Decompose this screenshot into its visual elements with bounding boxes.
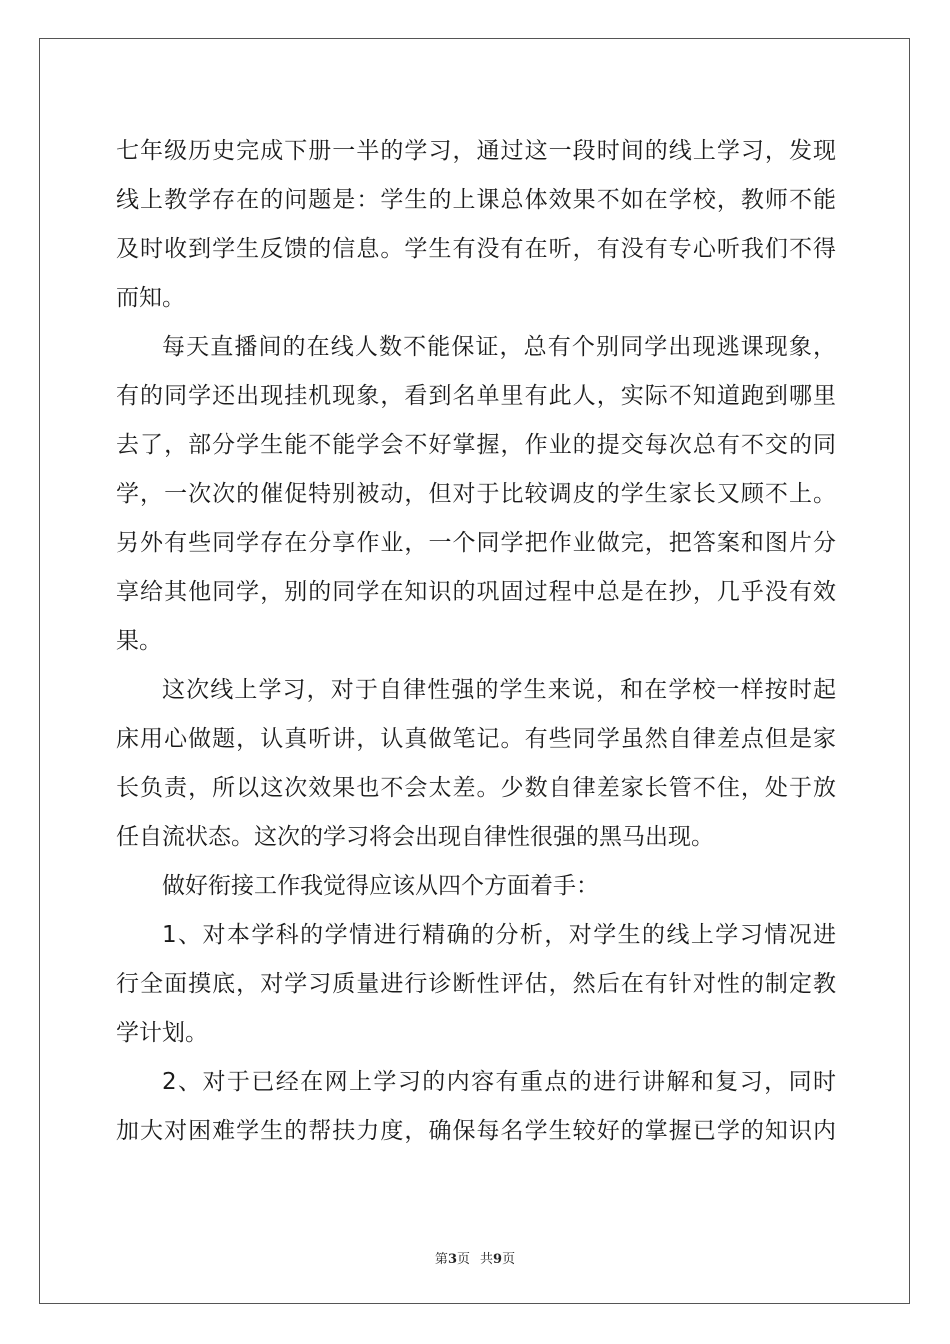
text-line: 做好衔接工作我觉得应该从四个方面着手：: [162, 873, 599, 899]
text-line: 2、对于已经在网上学习的内容有重点的进行讲解和复习，同时: [162, 1069, 836, 1095]
text-line: 而知。: [116, 285, 185, 311]
text-line: 这次线上学习，对于自律性强的学生来说，和在学校一样按时起: [162, 677, 836, 703]
text-line: 学，一次次的催促特别被动，但对于比较调皮的学生家长又顾不上。: [116, 481, 836, 507]
text-line: 1、对本学科的学情进行精确的分析，对学生的线上学习情况进: [162, 922, 836, 948]
text-line: 行全面摸底，对学习质量进行诊断性评估，然后在有针对性的制定教: [116, 971, 836, 997]
total-page-number: 9: [493, 1252, 503, 1267]
document-body: [116, 127, 836, 1156]
text-line: 七年级历史完成下册一半的学习，通过这一段时间的线上学习，发现: [116, 138, 836, 164]
text-line: 加大对困难学生的帮扶力度，确保每名学生较好的掌握已学的知识内: [116, 1118, 836, 1144]
paragraph: [116, 1058, 836, 1156]
paragraph: [116, 323, 836, 666]
text-line: 学计划。: [116, 1020, 208, 1046]
text-line: 长负责，所以这次效果也不会太差。少数自律差家长管不住，处于放: [116, 775, 836, 801]
page-footer: [0, 1248, 950, 1267]
text-line: 床用心做题，认真听讲，认真做笔记。有些同学虽然自律差点但是家: [116, 726, 836, 752]
paragraph: [116, 862, 836, 911]
total-prefix: 共: [480, 1252, 494, 1267]
text-line: 果。: [116, 628, 162, 654]
total-suffix: 页: [502, 1252, 516, 1267]
text-line: 线上教学存在的问题是：学生的上课总体效果不如在学校，教师不能: [116, 187, 836, 213]
text-line: 及时收到学生反馈的信息。学生有没有在听，有没有专心听我们不得: [116, 236, 836, 262]
text-line: 有的同学还出现挂机现象，看到名单里有此人，实际不知道跑到哪里: [116, 383, 836, 409]
paragraph: [116, 666, 836, 862]
paragraph: [116, 127, 836, 323]
text-line: 任自流状态。这次的学习将会出现自律性很强的黑马出现。: [116, 824, 714, 850]
text-line: 去了，部分学生能不能学会不好掌握，作业的提交每次总有不交的同: [116, 432, 836, 458]
text-line: 享给其他同学，别的同学在知识的巩固过程中总是在抄，几乎没有效: [116, 579, 836, 605]
paragraph: [116, 911, 836, 1058]
text-line: 每天直播间的在线人数不能保证，总有个别同学出现逃课现象，: [162, 334, 836, 360]
page-prefix: 第: [434, 1252, 448, 1267]
text-line: 另外有些同学存在分享作业，一个同学把作业做完，把答案和图片分: [116, 530, 836, 556]
page-suffix: 页: [456, 1252, 470, 1267]
current-page-number: 3: [447, 1252, 457, 1267]
